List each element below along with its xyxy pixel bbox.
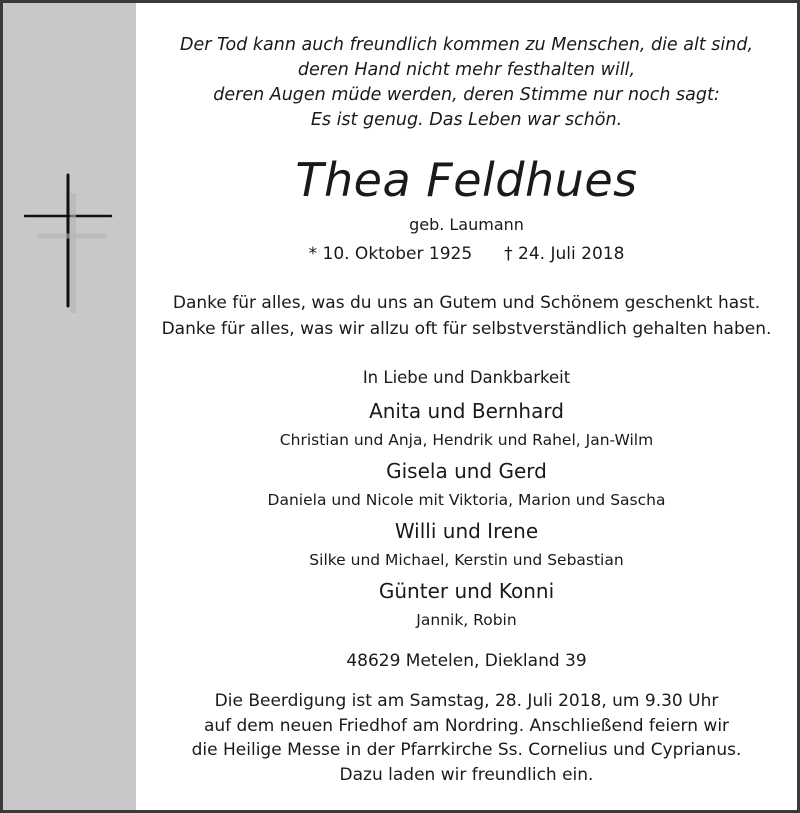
family-members: Daniela und Nicole mit Viktoria, Marion und Sascha (267, 491, 666, 509)
family-main: Willi und Irene (394, 519, 539, 543)
poem-line: deren Hand nicht mehr festhalten will, (297, 60, 636, 80)
family-members: Silke und Michael, Kerstin und Sebastian (309, 551, 624, 569)
mourners-intro: In Liebe und Dankbarkeit (362, 368, 571, 387)
family-members: Jannik, Robin (416, 611, 517, 629)
death-date: † 24. Juli 2018 (504, 244, 625, 264)
funeral-line: auf dem neuen Friedhof am Nordring. Anschließend feiern wir (203, 715, 730, 736)
mourners-list (136, 397, 797, 637)
family-main: Gisela und Gerd (386, 459, 547, 483)
notice-content (136, 3, 797, 810)
family-main: Anita und Bernhard (369, 399, 564, 423)
funeral-line: die Heilige Messe in der Pfarrkirche Ss. Cornelius und Cyprianus. (191, 740, 742, 760)
address: 48629 Metelen, Diekland 39 (346, 651, 587, 671)
life-dates (136, 244, 797, 264)
birth-date: * 10. Oktober 1925 (308, 244, 473, 264)
family-main: Günter und Konni (378, 579, 555, 603)
maiden-name: geb. Laumann (409, 215, 524, 234)
poem-line: Es ist genug. Das Leben war schön. (310, 110, 623, 130)
funeral-info (136, 689, 797, 787)
funeral-line: Die Beerdigung ist am Samstag, 28. Juli 2018, um 9.30 Uhr (214, 691, 719, 711)
cross-icon (23, 173, 113, 313)
deceased-name: Thea Feldhues (295, 153, 638, 207)
side-bar (3, 3, 136, 810)
thanks-line: Danke für alles, was wir allzu oft für selbstverständlich gehalten haben. (161, 319, 772, 339)
thanks-line: Danke für alles, was du uns an Gutem und Schönem geschenkt hast. (172, 293, 761, 313)
thanks-text (136, 290, 797, 342)
poem-line: Der Tod kann auch freundlich kommen zu Menschen, die alt sind, (179, 35, 754, 55)
funeral-line: Dazu laden wir freundlich ein. (339, 764, 594, 785)
family-members: Christian und Anja, Hendrik und Rahel, Jan-Wilm (279, 431, 654, 449)
poem (136, 33, 797, 133)
poem-line: deren Augen müde werden, deren Stimme nur noch sagt: (213, 85, 720, 105)
